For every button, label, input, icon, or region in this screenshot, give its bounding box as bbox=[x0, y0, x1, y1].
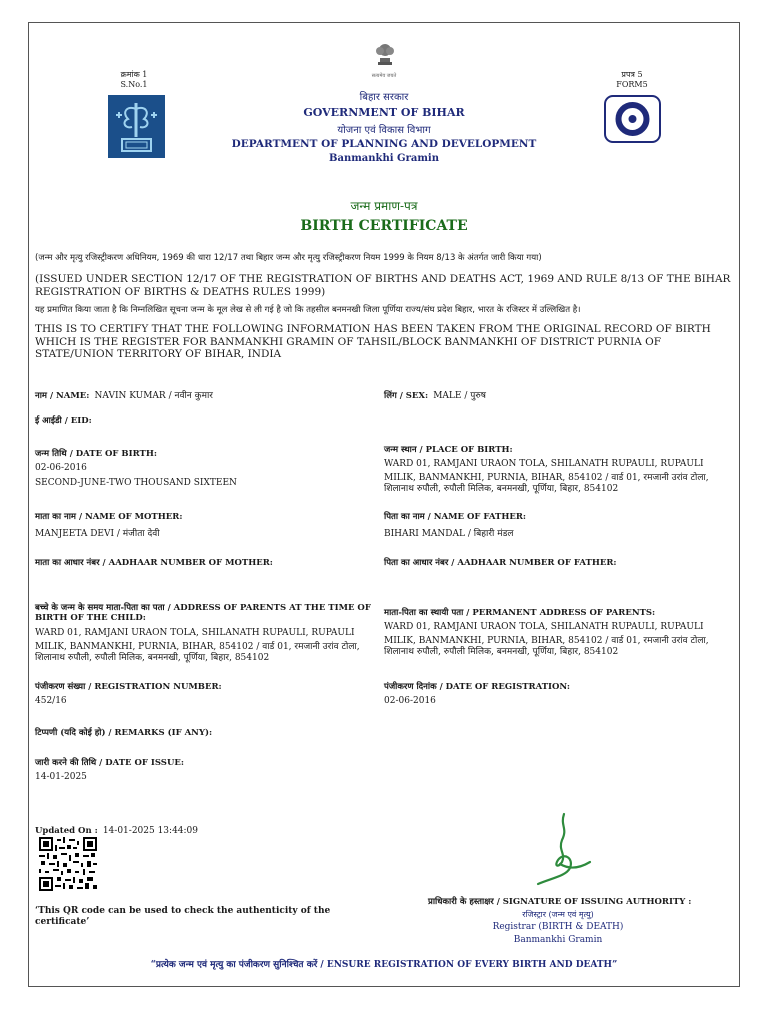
title-hindi: जन्म प्रमाण-पत्र bbox=[350, 199, 418, 213]
registrar-place: Banmankhi Gramin bbox=[513, 935, 603, 945]
updated-value: 14-01-2025 13:44:09 bbox=[102, 826, 199, 836]
government-name: GOVERNMENT OF BIHAR bbox=[303, 106, 465, 119]
pob-value-line1: WARD 01, RAMJANI URAON TOLA, SHILANATH RUPAULI, RUPAULI bbox=[384, 459, 704, 469]
certify-hindi: यह प्रमाणित किया जाता है कि निम्नलिखित सूचना जन्म के मूल लेख से ली गई है जो कि तहसील बनमनखी जिला पूर्णिया राज्य/संघ प्रदेश बिहार, भारत के रजिस्टर में उल्लिखित है। bbox=[35, 305, 581, 315]
registration-date-value: 02-06-2016 bbox=[384, 696, 436, 706]
dob-value: 02-06-2016 bbox=[35, 463, 87, 473]
address-permanent-value-line1: WARD 01, RAMJANI URAON TOLA, SHILANATH RUPAULI, RUPAULI bbox=[384, 622, 704, 632]
form-hindi: प्रपत्र 5 bbox=[621, 70, 643, 79]
dob-words: SECOND-JUNE-TWO THOUSAND SIXTEEN bbox=[35, 478, 237, 488]
qr-code[interactable] bbox=[39, 837, 97, 891]
name-value: NAVIN KUMAR / नवीन कुमार bbox=[94, 391, 213, 401]
signature-label: प्राधिकारी के हस्ताक्षर / SIGNATURE OF ISSUING AUTHORITY : bbox=[428, 897, 692, 907]
issue-date-value: 14-01-2025 bbox=[35, 772, 87, 782]
sex-label: लिंग / SEX: bbox=[384, 391, 429, 401]
pob-value-line2: MILIK, BANMANKHI, PURNIA, BIHAR, 854102 / वार्ड 01, रमजानी उरांव टोला, bbox=[384, 473, 709, 483]
address-permanent-label: माता-पिता का स्थायी पता / PERMANENT ADDRESS OF PARENTS: bbox=[384, 608, 656, 618]
certificate-title: BIRTH CERTIFICATE bbox=[300, 218, 468, 234]
pob-label: जन्म स्थान / PLACE OF BIRTH: bbox=[384, 445, 513, 455]
qr-note-line2: certificate’ bbox=[35, 917, 90, 927]
registrar-title: Registrar (BIRTH & DEATH) bbox=[492, 922, 624, 932]
state-hindi: बिहार सरकार bbox=[359, 92, 409, 103]
certificate-border bbox=[28, 22, 740, 987]
sex-row bbox=[384, 383, 486, 402]
sno-hindi: क्रमांक 1 bbox=[120, 70, 148, 79]
registrar-hindi: रजिस्ट्रार (जन्म एवं मृत्यु) bbox=[522, 910, 594, 919]
father-label: पिता का नाम / NAME OF FATHER: bbox=[384, 512, 527, 522]
address-permanent-value-line3: शिलानाथ रुपौली, रुपौली मिलिक, बनमनखी, पूर्णिया, बिहार, 854102 bbox=[384, 647, 619, 657]
eid-label: ई आईडी / EID: bbox=[35, 416, 92, 426]
issued-under: (ISSUED UNDER SECTION 12/17 OF THE REGISTRATION OF BIRTHS AND DEATHS ACT, 1969 AND RULE 8/13 OF THE BIHAR REGISTRATION OF BIRTHS & DEATHS RULES 1999) bbox=[35, 273, 731, 298]
signature-mark bbox=[530, 806, 602, 890]
registration-date-label: पंजीकरण दिनांक / DATE OF REGISTRATION: bbox=[384, 682, 571, 692]
slogan: “प्रत्येक जन्म एवं मृत्यु का पंजीकरण सुनिश्चित करें / ENSURE REGISTRATION OF EVERY BIRTH AND DEATH” bbox=[150, 960, 618, 970]
registration-number-value: 452/16 bbox=[35, 696, 67, 706]
department-hindi: योजना एवं विकास विभाग bbox=[337, 125, 431, 136]
certify-text: THIS IS TO CERTIFY THAT THE FOLLOWING INFORMATION HAS BEEN TAKEN FROM THE ORIGINAL RECORD OF BIRTH WHICH IS THE REGISTER FOR BANMANKHI GRAMIN OF TAHSIL/BLOCK BANMANKHI OF DISTRICT PURNIA OF STATE/UNION TERRITORY OF BIHAR, INDIA bbox=[35, 323, 711, 360]
department-name: DEPARTMENT OF PLANNING AND DEVELOPMENT bbox=[231, 138, 537, 150]
remarks-label: टिप्पणी (यदि कोई हो) / REMARKS (IF ANY): bbox=[35, 728, 213, 738]
sex-value: MALE / पुरुष bbox=[433, 391, 486, 401]
father-value: BIHARI MANDAL / बिहारी मंडल bbox=[384, 529, 514, 539]
mother-value: MANJEETA DEVI / मंजीता देवी bbox=[35, 529, 160, 539]
address-birth-label-line2: BIRTH OF THE CHILD: bbox=[35, 613, 146, 623]
location-name: Banmankhi Gramin bbox=[329, 153, 439, 164]
name-label: नाम / NAME: bbox=[35, 391, 90, 401]
pob-value-line3: शिलानाथ रुपौली, रुपौली मिलिक, बनमनखी, पूर्णिया, बिहार, 854102 bbox=[384, 484, 619, 494]
national-emblem bbox=[372, 38, 398, 72]
aadhaar-father-label: पिता का आधार नंबर / AADHAAR NUMBER OF FATHER: bbox=[384, 558, 617, 568]
address-birth-value-line2: MILIK, BANMANKHI, PURNIA, BIHAR, 854102 / वार्ड 01, रमजानी उरांव टोला, bbox=[35, 642, 360, 652]
form-number: FORM5 bbox=[616, 80, 648, 89]
aadhaar-mother-label: माता का आधार नंबर / AADHAAR NUMBER OF MOTHER: bbox=[35, 558, 273, 568]
issued-under-hindi: (जन्म और मृत्यु रजिस्ट्रीकरण अधिनियम, 1969 की धारा 12/17 तथा बिहार जन्म और मृत्यु रजिस्ट्रीकरण नियम 1999 के नियम 8/13 के अंतर्गत जारी किया गया) bbox=[35, 253, 542, 263]
address-birth-value-line3: शिलानाथ रुपौली, रुपौली मिलिक, बनमनखी, पूर्णिया, बिहार, 854102 bbox=[35, 653, 270, 663]
address-birth-label-line1: बच्चे के जन्म के समय माता-पिता का पता / ADDRESS OF PARENTS AT THE TIME OF bbox=[35, 603, 371, 613]
address-birth-value-line1: WARD 01, RAMJANI URAON TOLA, SHILANATH RUPAULI, RUPAULI bbox=[35, 628, 355, 638]
emblem-caption: सत्यमेव जयते bbox=[371, 73, 397, 79]
dob-label: जन्म तिथि / DATE OF BIRTH: bbox=[35, 449, 157, 459]
mother-label: माता का नाम / NAME OF MOTHER: bbox=[35, 512, 183, 522]
qr-note-line1: ‘This QR code can be used to check the authenticity of the bbox=[35, 906, 331, 916]
updated-row bbox=[35, 818, 198, 837]
serial-number: S.No.1 bbox=[120, 80, 148, 89]
issue-date-label: जारी करने की तिथि / DATE OF ISSUE: bbox=[35, 758, 184, 768]
updated-label: Updated On : bbox=[35, 826, 98, 836]
address-permanent-value-line2: MILIK, BANMANKHI, PURNIA, BIHAR, 854102 / वार्ड 01, रमजानी उरांव टोला, bbox=[384, 636, 709, 646]
name-row bbox=[35, 383, 213, 402]
registration-number-label: पंजीकरण संख्या / REGISTRATION NUMBER: bbox=[35, 682, 222, 692]
